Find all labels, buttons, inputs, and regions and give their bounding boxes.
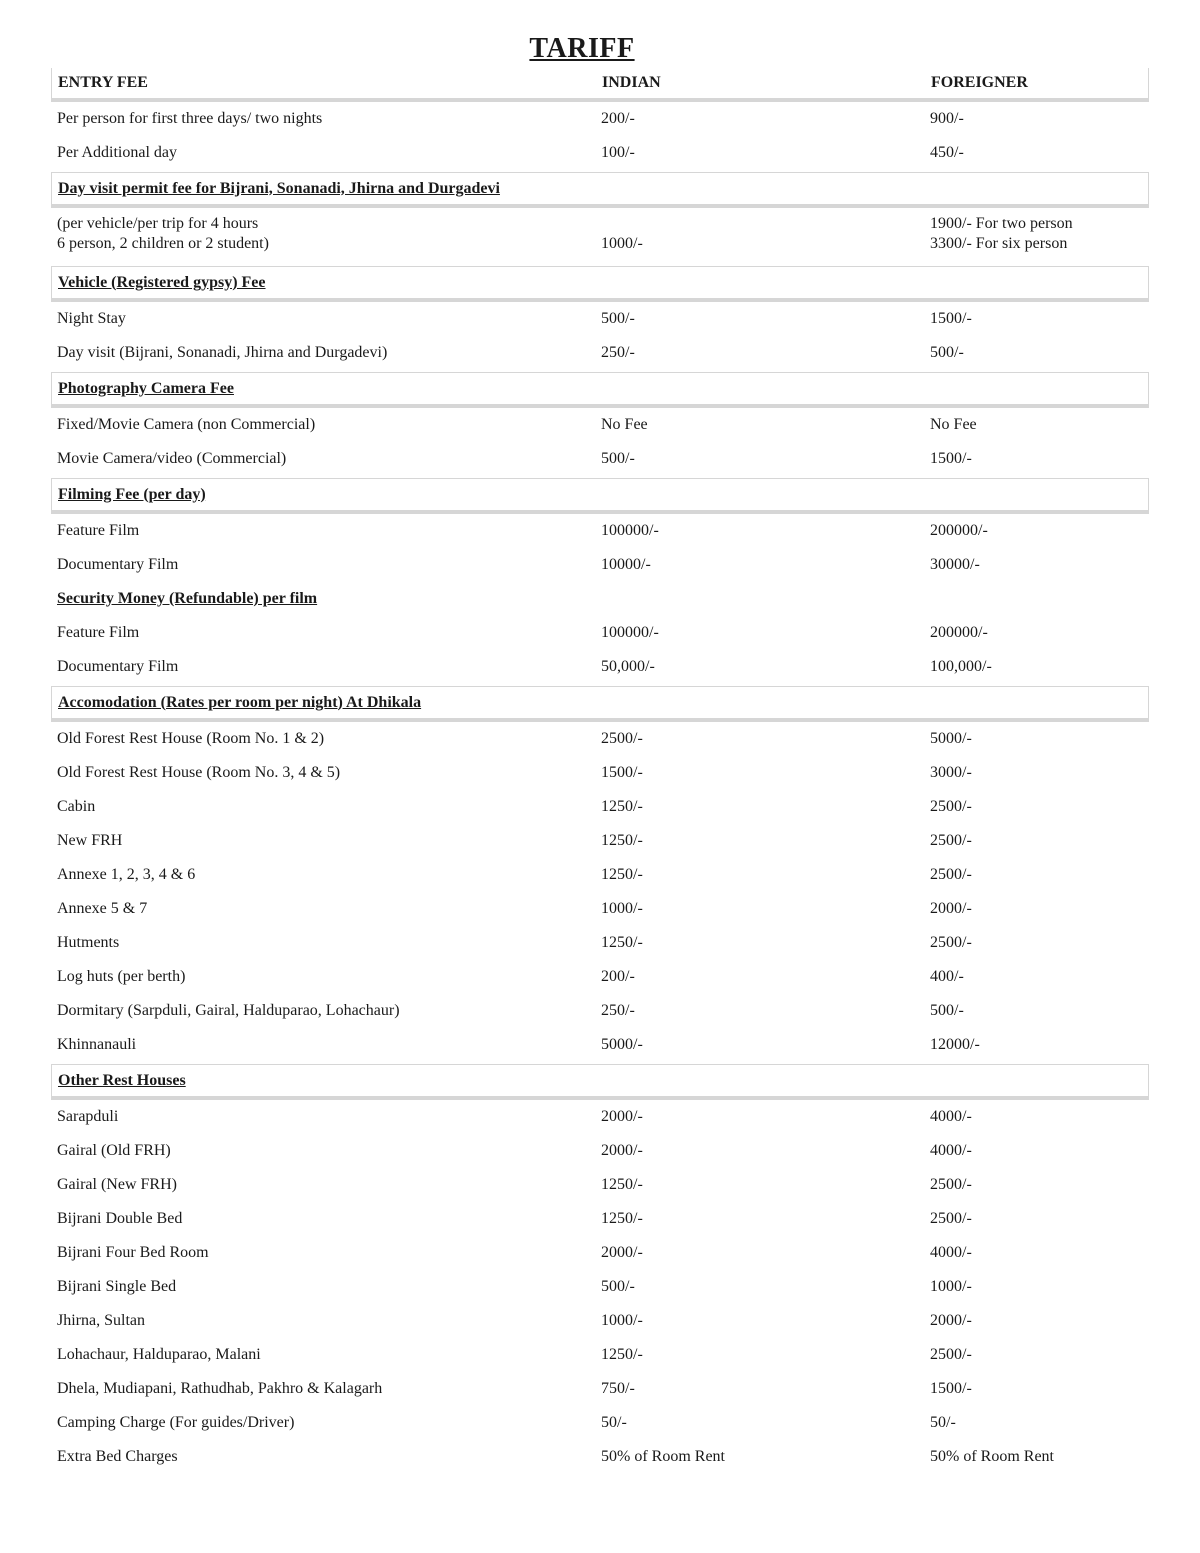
fee-foreigner-value: 2500/- [930,798,972,815]
fee-indian-value: 100000/- [601,624,659,641]
fee-foreigner-value: 1500/- [930,310,972,327]
fee-foreigner-value: 2500/- [930,1176,972,1193]
fee-indian-value: 1000/- [601,900,643,917]
fee-item-label: Sarapduli [57,1108,119,1125]
fee-item-label: Camping Charge (For guides/Driver) [57,1414,295,1431]
fee-foreigner-value: 2500/- [930,1210,972,1227]
fee-indian-value: 5000/- [601,1036,643,1053]
section-header [51,686,1149,722]
fee-indian-value: 1500/- [601,764,643,781]
section-header [51,372,1149,408]
fee-foreigner-value: 2500/- [930,934,972,951]
fee-item-label: New FRH [57,832,123,849]
table-row [51,1372,1149,1406]
column-header-indian: INDIAN [602,74,661,91]
section-title: Security Money (Refundable) per film [57,590,318,607]
section-title: Filming Fee (per day) [58,485,206,503]
fee-indian-value: 100000/- [601,522,659,539]
fee-item-label: Gairal (Old FRH) [57,1142,171,1159]
table-row [51,1338,1149,1372]
fee-item-label: Lohachaur, Halduparao, Malani [57,1346,261,1363]
fee-indian-value: 1000/- [601,1312,643,1329]
table-row [51,102,1149,136]
fee-indian-value: 2500/- [601,730,643,747]
table-row [51,1168,1149,1202]
fee-foreigner-value: No Fee [930,416,977,433]
fee-foreigner-value: 50% of Room Rent [930,1448,1054,1465]
fee-item-label: Gairal (New FRH) [57,1176,177,1193]
fee-indian-value: 1250/- [601,1210,643,1227]
fee-foreigner-value: 12000/- [930,1036,980,1053]
section-header [51,478,1149,514]
fee-item-label: Jhirna, Sultan [57,1312,145,1329]
fee-foreigner-value: 50/- [930,1414,956,1431]
section-header [51,266,1149,302]
table-row [51,892,1149,926]
fee-item-label: Annexe 1, 2, 3, 4 & 6 [57,866,196,883]
fee-item-label: Per person for first three days/ two nights [57,110,323,127]
fee-item-label: (per vehicle/per trip for 4 hours 6 person, 2 children or 2 student) [57,215,269,252]
table-row [51,1270,1149,1304]
fee-foreigner-value: 2500/- [930,832,972,849]
fee-foreigner-value: 1500/- [930,1380,972,1397]
table-row [51,616,1149,650]
fee-foreigner-value: 500/- [930,344,964,361]
table-row [51,1100,1149,1134]
table-row [51,756,1149,790]
fee-indian-value: 50/- [601,1414,627,1431]
fee-foreigner-value: 200000/- [930,624,988,641]
section-title: Other Rest Houses [58,1071,186,1089]
fee-item-label: Feature Film [57,522,140,539]
fee-foreigner-value: 5000/- [930,730,972,747]
fee-indian-value: 250/- [601,1002,635,1019]
fee-item-label: Fixed/Movie Camera (non Commercial) [57,416,316,433]
fee-item-label: Bijrani Single Bed [57,1278,177,1295]
fee-indian-value: 1250/- [601,832,643,849]
fee-item-label: Old Forest Rest House (Room No. 1 & 2) [57,730,325,747]
table-row [51,442,1149,476]
table-row [51,302,1149,336]
fee-foreigner-value: 1900/- For two person 3300/- For six person [930,215,1073,252]
fee-indian-value: 1250/- [601,934,643,951]
fee-indian-value: 1250/- [601,798,643,815]
fee-item-label: Bijrani Double Bed [57,1210,183,1227]
section-title: Photography Camera Fee [58,379,234,397]
fee-item-label: Log huts (per berth) [57,968,186,985]
table-row [51,1028,1149,1062]
fee-indian-value: 500/- [601,450,635,467]
fee-foreigner-value: 2000/- [930,1312,972,1329]
table-row [51,1202,1149,1236]
table-row [51,336,1149,370]
fee-item-label: Hutments [57,934,120,951]
section-header [51,1064,1149,1100]
fee-item-label: Dormitary (Sarpduli, Gairal, Halduparao, Lohachaur) [57,1002,400,1019]
fee-indian-value: 1250/- [601,866,643,883]
fee-item-label: Bijrani Four Bed Room [57,1244,209,1261]
fee-indian-value: 750/- [601,1380,635,1397]
fee-foreigner-value: 4000/- [930,1244,972,1261]
fee-item-label: Per Additional day [57,144,177,161]
table-row [51,650,1149,684]
fee-indian-value: 200/- [601,968,635,985]
table-row [51,960,1149,994]
fee-foreigner-value: 500/- [930,1002,964,1019]
table-row [51,994,1149,1028]
fee-foreigner-value: 900/- [930,110,964,127]
table-row [51,408,1149,442]
table-row [51,1304,1149,1338]
table-row [51,548,1149,582]
fee-indian-value: 50,000/- [601,658,655,675]
section-title: Accomodation (Rates per room per night) At Dhikala [58,693,422,711]
fee-foreigner-value: 1500/- [930,450,972,467]
fee-indian-value: 2000/- [601,1244,643,1261]
fee-foreigner-value: 2500/- [930,866,972,883]
fee-indian-value: 500/- [601,310,635,327]
fee-foreigner-value: 200000/- [930,522,988,539]
column-header-row [51,68,1149,102]
table-row [51,1406,1149,1440]
fee-item-label: Documentary Film [57,556,179,573]
fee-item-label: Dhela, Mudiapani, Rathudhab, Pakhro & Kalagarh [57,1380,383,1397]
fee-foreigner-value: 2500/- [930,1346,972,1363]
fee-item-label: Movie Camera/video (Commercial) [57,450,287,467]
fee-indian-value: 2000/- [601,1108,643,1125]
fee-foreigner-value: 2000/- [930,900,972,917]
fee-foreigner-value: 100,000/- [930,658,992,675]
fee-indian-value: 250/- [601,344,635,361]
fee-foreigner-value: 450/- [930,144,964,161]
column-header-entry-fee: ENTRY FEE [58,74,148,91]
fee-item-label: Documentary Film [57,658,179,675]
fee-item-label: Night Stay [57,310,126,327]
fee-foreigner-value: 4000/- [930,1142,972,1159]
fee-indian-value: 200/- [601,110,635,127]
page-title: TARIFF [529,33,635,64]
fee-item-label: Cabin [57,798,96,815]
section-title: Vehicle (Registered gypsy) Fee [58,273,266,291]
fee-indian-value: 2000/- [601,1142,643,1159]
table-row [51,1440,1149,1474]
table-row [51,824,1149,858]
table-row [51,1236,1149,1270]
table-row [51,858,1149,892]
fee-foreigner-value: 1000/- [930,1278,972,1295]
fee-foreigner-value: 4000/- [930,1108,972,1125]
table-row [51,1134,1149,1168]
section-header [51,172,1149,208]
fee-indian-value: 100/- [601,144,635,161]
fee-indian-value: 10000/- [601,556,651,573]
table-row [51,722,1149,756]
section-title: Day visit permit fee for Bijrani, Sonanadi, Jhirna and Durgadevi [58,179,500,197]
table-row [51,136,1149,170]
fee-indian-value: 1250/- [601,1176,643,1193]
column-header-foreigner: FOREIGNER [931,74,1028,91]
table-row [51,790,1149,824]
fee-foreigner-value: 30000/- [930,556,980,573]
fee-item-label: Day visit (Bijrani, Sonanadi, Jhirna and Durgadevi) [57,344,388,361]
table-row [51,208,1149,264]
tariff-table [51,68,1149,1474]
table-row [51,926,1149,960]
fee-indian-value: 1000/- [601,235,643,252]
fee-item-label: Old Forest Rest House (Room No. 3, 4 & 5) [57,764,341,781]
fee-indian-value: 500/- [601,1278,635,1295]
section-header [51,582,1149,616]
fee-item-label: Annexe 5 & 7 [57,900,148,917]
fee-indian-value: 50% of Room Rent [601,1448,725,1465]
fee-indian-value: 1250/- [601,1346,643,1363]
table-row [51,514,1149,548]
fee-item-label: Khinnanauli [57,1036,137,1053]
fee-foreigner-value: 3000/- [930,764,972,781]
fee-item-label: Extra Bed Charges [57,1448,178,1465]
fee-item-label: Feature Film [57,624,140,641]
fee-foreigner-value: 400/- [930,968,964,985]
fee-indian-value: No Fee [601,416,648,433]
